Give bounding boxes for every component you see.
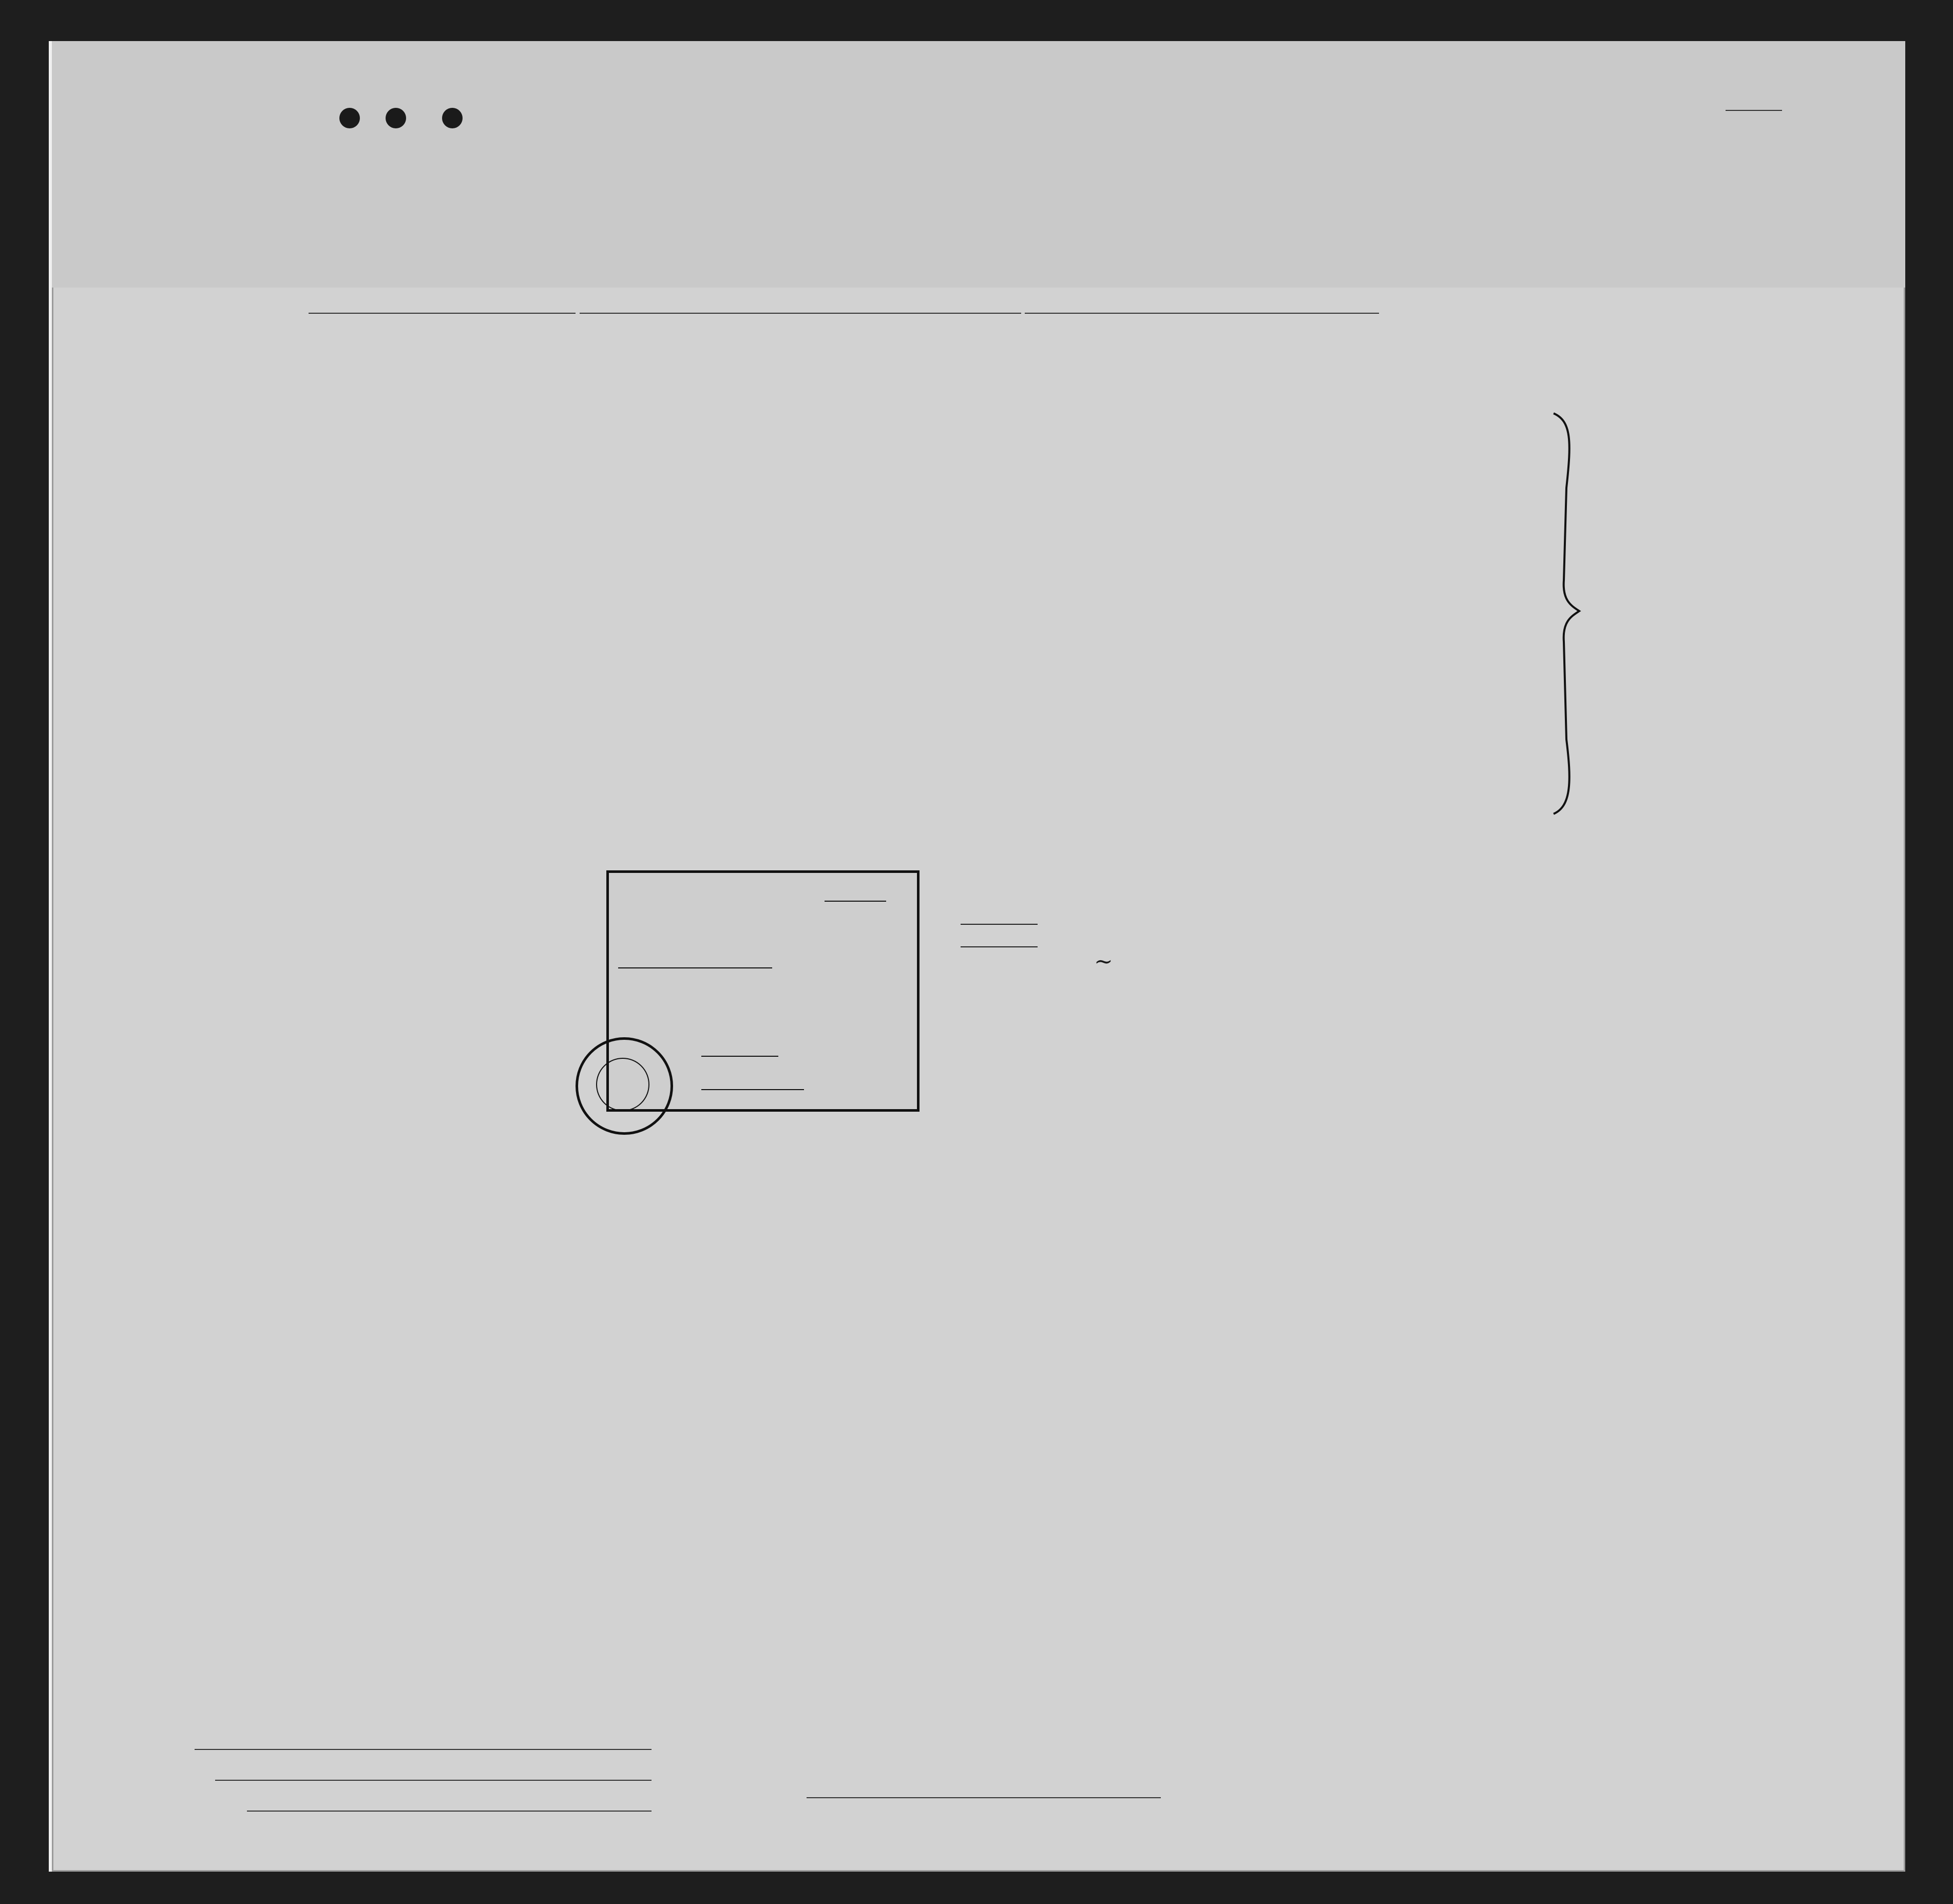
men-count: [961, 946, 1038, 947]
visa-cleared: [701, 1050, 778, 1060]
visa-service: [701, 1083, 804, 1093]
local-agents-field: [247, 1811, 652, 1812]
visa-no-label: [825, 893, 886, 905]
visa-via-value: [618, 967, 772, 968]
sheet-count: [961, 924, 1038, 925]
embossed-seal: [257, 909, 545, 1166]
inspector-signature-line: [807, 1797, 1161, 1798]
manifest-sheet: [49, 41, 1905, 1872]
visa-via: [618, 960, 772, 972]
line-field: [195, 1749, 652, 1750]
visa-service-value: [701, 1089, 804, 1090]
consulate-round-stamp: [576, 1037, 673, 1135]
visa-cleared-value: [701, 1056, 778, 1057]
owners-field: [215, 1780, 652, 1781]
remarks-bracket: [1551, 411, 1582, 816]
crew-count-certificate: [961, 909, 1113, 975]
consul-signature-mark: ~: [1094, 948, 1113, 975]
